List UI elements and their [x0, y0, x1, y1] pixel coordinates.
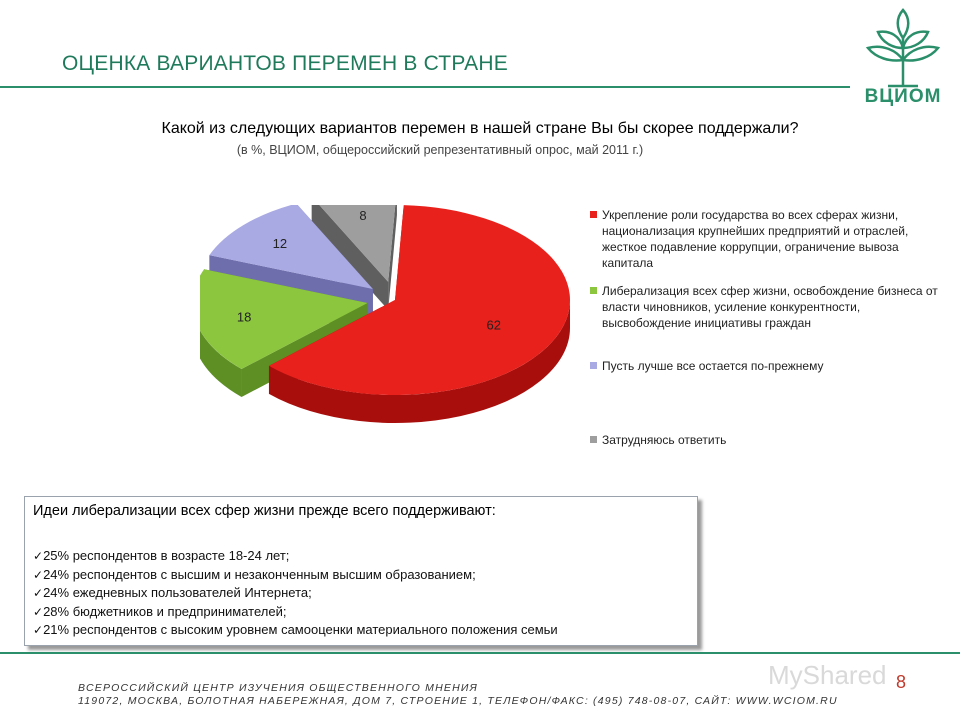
logo-text: ВЦИОМ [864, 86, 942, 107]
note-box [24, 496, 698, 646]
legend-label: Затрудняюсь ответить [602, 433, 727, 447]
footer-org-name: ВСЕРОССИЙСКИЙ ЦЕНТР ИЗУЧЕНИЯ ОБЩЕСТВЕННОГО МНЕНИЯ [78, 682, 478, 694]
list-item: ✓ 24% ежедневных пользователей Интернета; [33, 584, 558, 603]
legend-label: Либерализация всех сфер жизни, освобождение бизнеса от власти чиновников, усиление конкурентности, высвобождение инициативы граждан [602, 284, 938, 330]
note-heading: Идеи либерализации всех сфер жизни прежде всего поддерживают: [33, 503, 496, 519]
pie-data-label: 12 [272, 235, 288, 251]
chart-subtitle: (в %, ВЦИОМ, общероссийский репрезентативный опрос, май 2011 г.) [236, 143, 644, 157]
watermark: MyShared [768, 660, 887, 690]
footer-address: 119072, МОСКВА, БОЛОТНАЯ НАБЕРЕЖНАЯ, ДОМ 7, СТРОЕНИЕ 1, ТЕЛЕФОН/ФАКС: (495) 748-08-07, САЙТ: WWW.WCIOM.RU [78, 695, 838, 707]
pie-chart [200, 205, 590, 430]
legend-label: Пусть лучше все остается по-прежнему [602, 359, 824, 373]
pie-data-label: 18 [236, 309, 252, 325]
legend-item [590, 207, 940, 271]
page-title: ОЦЕНКА ВАРИАНТОВ ПЕРЕМЕН В СТРАНЕ [62, 52, 508, 75]
logo [858, 8, 948, 108]
page-number: 8 [896, 672, 907, 692]
title-divider [0, 86, 850, 88]
chart-title: Какой из следующих вариантов перемен в нашей стране Вы бы скорее поддержали? [161, 120, 799, 137]
footer-divider [0, 652, 960, 654]
legend-item [590, 283, 940, 331]
legend-swatch [590, 362, 597, 369]
pie-data-label: 62 [486, 317, 501, 333]
legend-swatch [590, 211, 597, 218]
list-item: ✓ 21% респондентов с высоким уровнем самооценки материального положения семьи [33, 621, 558, 640]
legend-label: Укрепление роли государства во всех сферах жизни, национализация крупнейших предприятий и отраслей, жесткое подавление коррупции, ограничение вывоза капитала [602, 208, 909, 270]
tree-logo-icon [858, 8, 948, 88]
legend-item [590, 358, 940, 374]
legend-swatch [590, 436, 597, 443]
legend-item [590, 432, 940, 448]
pie-data-label: 8 [359, 207, 367, 223]
note-list [33, 547, 558, 640]
legend-swatch [590, 287, 597, 294]
list-item: ✓ 28% бюджетников и предпринимателей; [33, 603, 558, 622]
list-item: ✓ 25% респондентов в возрасте 18-24 лет; [33, 547, 558, 566]
list-item: ✓ 24% респондентов с высшим и незаконченным высшим образованием; [33, 566, 558, 585]
